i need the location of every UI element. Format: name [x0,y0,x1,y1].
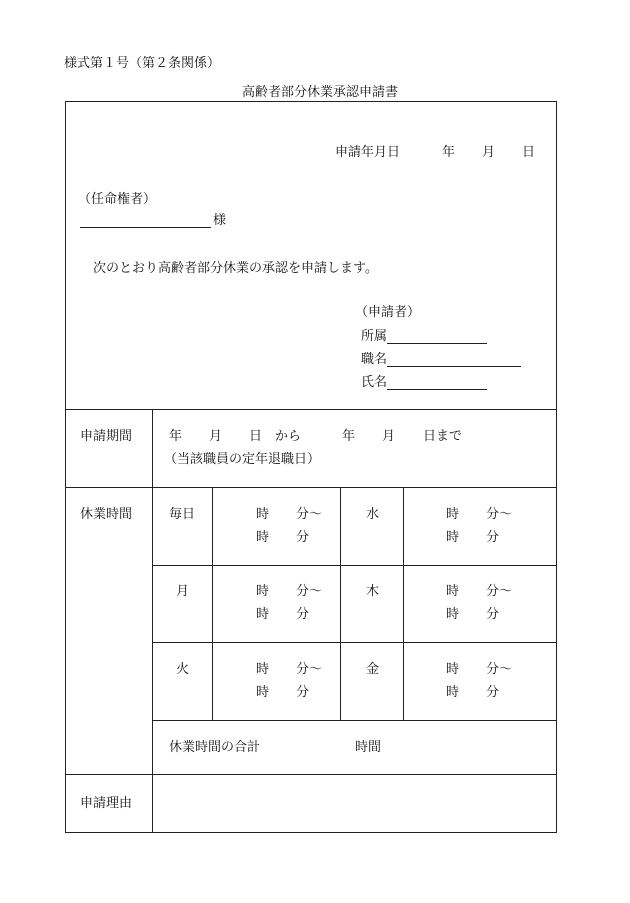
friday-start-hour: 時 [446,662,460,677]
authority-label: （任命権者） [78,192,157,207]
day-monday: 月 [176,584,190,599]
tuesday-end-minute: 分 [296,685,310,700]
monday-end-hour: 時 [256,607,270,622]
every-day-start-minute: 分〜 [296,507,323,522]
name-line [387,389,487,390]
day-friday: 金 [366,662,380,677]
name-label: 氏名 [361,375,388,390]
application-date-day: 日 [522,145,536,160]
monday-start-minute: 分〜 [296,584,323,599]
body-text: 次のとおり高齢者部分休業の承認を申請します。 [93,261,378,276]
every-day-end-minute: 分 [296,530,310,545]
application-date-year: 年 [442,145,456,160]
total-hours-label: 休業時間の合計 [169,740,261,755]
friday-end-minute: 分 [486,685,500,700]
thursday-start-hour: 時 [446,584,460,599]
honorific: 様 [213,213,227,228]
wednesday-end-hour: 時 [446,530,460,545]
every-day-end-hour: 時 [256,530,270,545]
wednesday-start-hour: 時 [446,507,460,522]
period-end-month: 月 [382,429,396,444]
period-note: （当該職員の定年退職日） [164,452,321,467]
form-number: 様式第１号（第２条関係） [64,56,221,71]
application-date-label: 申請年月日 [335,145,401,160]
hours-label: 休業時間 [80,507,133,522]
position-line [387,366,521,367]
friday-start-minute: 分〜 [486,662,513,677]
tuesday-start-minute: 分〜 [296,662,323,677]
every-day-start-hour: 時 [256,507,270,522]
period-end-year: 年 [342,429,356,444]
application-date-month: 月 [482,145,496,160]
period-start-year: 年 [169,429,183,444]
affiliation-label: 所属 [361,329,388,344]
monday-start-hour: 時 [256,584,270,599]
tuesday-start-hour: 時 [256,662,270,677]
period-start-month: 月 [209,429,223,444]
period-end-day: 日まで [423,429,463,444]
period-start-day: 日 から [249,429,302,444]
total-hours-unit: 時間 [355,740,382,755]
day-every-day: 毎日 [169,507,196,522]
applicant-label: （申請者） [355,305,421,320]
day-wednesday: 水 [366,507,380,522]
authority-name-line [80,227,211,228]
monday-end-minute: 分 [296,607,310,622]
day-thursday: 木 [366,584,380,599]
document-title: 高齢者部分休業承認申請書 [242,85,399,100]
thursday-end-minute: 分 [486,607,500,622]
period-label: 申請期間 [80,429,133,444]
day-tuesday: 火 [176,662,190,677]
wednesday-end-minute: 分 [486,530,500,545]
thursday-start-minute: 分〜 [486,584,513,599]
thursday-end-hour: 時 [446,607,460,622]
wednesday-start-minute: 分〜 [486,507,513,522]
friday-end-hour: 時 [446,685,460,700]
affiliation-line [387,343,487,344]
position-label: 職名 [361,352,388,367]
tuesday-end-hour: 時 [256,685,270,700]
reason-label: 申請理由 [80,796,133,811]
